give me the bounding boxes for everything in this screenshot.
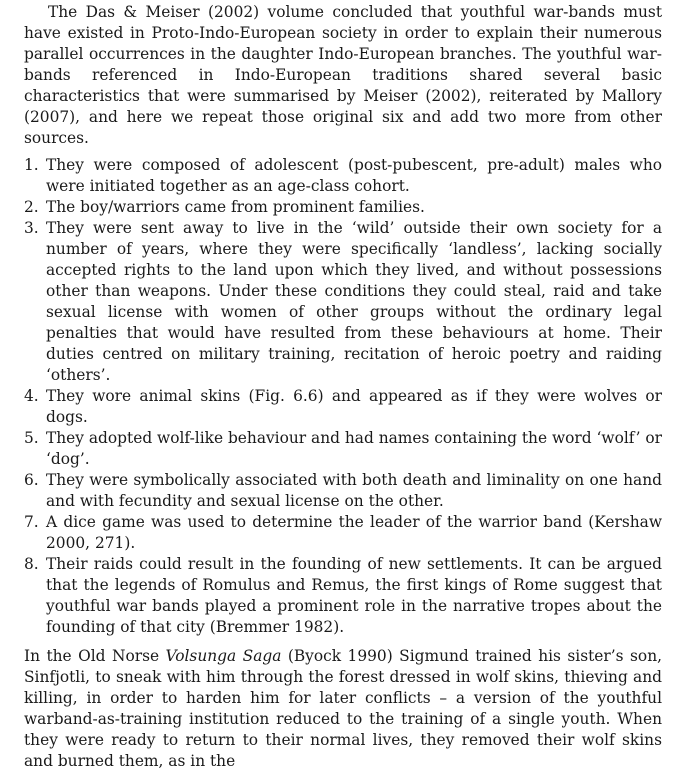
closing-text-rest: (Byock 1990) Sigmund trained his sister’s son, Sinfjotli, to sneak with him through the forest dressed in wolf skins, thieving and killing, in order to harden him for later conflicts – a version of the youthful warband-as-training institution reduced to the training of a single youth. When they were ready to return to their normal lives, they removed their wolf skins and burned them, as in the: [24, 647, 662, 770]
list-item: [24, 554, 662, 638]
closing-text-start: In the Old Norse: [24, 647, 166, 665]
list-number: 5.: [24, 429, 39, 447]
list-item: [24, 386, 662, 428]
list-number: 7.: [24, 513, 39, 531]
list-item: [24, 428, 662, 470]
list-number: 4.: [24, 387, 39, 405]
list-number: 8.: [24, 555, 39, 573]
list-text: They were composed of adolescent (post-pubescent, pre-adult) males who were initiated together as an age-class cohort.: [46, 156, 662, 195]
list-item: [24, 218, 662, 386]
intro-paragraph: The Das & Meiser (2002) volume concluded that youthful war-bands must have existed in Proto-Indo-European society in order to explain their numerous parallel occurrences in the daughter Indo-European branches. The youthful war-bands referenced in Indo-European traditions shared several basic characteristics that were summarised by Meiser (2002), reiterated by Mallory (2007), and here we repeat those original six and add two more from other sources.: [24, 3, 662, 147]
characteristics-list: [24, 155, 662, 638]
list-number: 2.: [24, 198, 39, 216]
list-item: [24, 470, 662, 512]
list-item: [24, 155, 662, 197]
list-item: [24, 197, 662, 218]
list-text: They were symbolically associated with both death and liminality on one hand and with fecundity and sexual license on the other.: [46, 471, 662, 510]
saga-title: Volsunga Saga: [165, 647, 282, 665]
list-number: 1.: [24, 156, 39, 174]
list-number: 6.: [24, 471, 39, 489]
list-text: They were sent away to live in the ‘wild’ outside their own society for a number of years, where they were specifically ‘landless’, lacking socially accepted rights to the land upon which they lived, and without possessions other than weapons. Under these conditions they could steal, raid and take sexual license with women of other groups without the ordinary legal penalties that would have resulted from these behaviours at home. Their duties centred on military training, recitation of heroic poetry and raiding ‘others’.: [46, 219, 662, 384]
list-item: [24, 512, 662, 554]
list-text: A dice game was used to determine the leader of the warrior band (Kershaw 2000, 271).: [46, 513, 662, 552]
list-text: The boy/warriors came from prominent families.: [46, 198, 425, 216]
list-text: Their raids could result in the founding of new settlements. It can be argued that the legends of Romulus and Remus, the first kings of Rome suggest that youthful war bands played a prominent role in the narrative tropes about the founding of that city (Bremmer 1982).: [46, 555, 662, 636]
list-number: 3.: [24, 219, 39, 237]
list-text: They wore animal skins (Fig. 6.6) and appeared as if they were wolves or dogs.: [46, 387, 662, 426]
closing-paragraph: [24, 646, 662, 772]
list-text: They adopted wolf-like behaviour and had names containing the word ‘wolf’ or ‘dog’.: [46, 429, 662, 468]
